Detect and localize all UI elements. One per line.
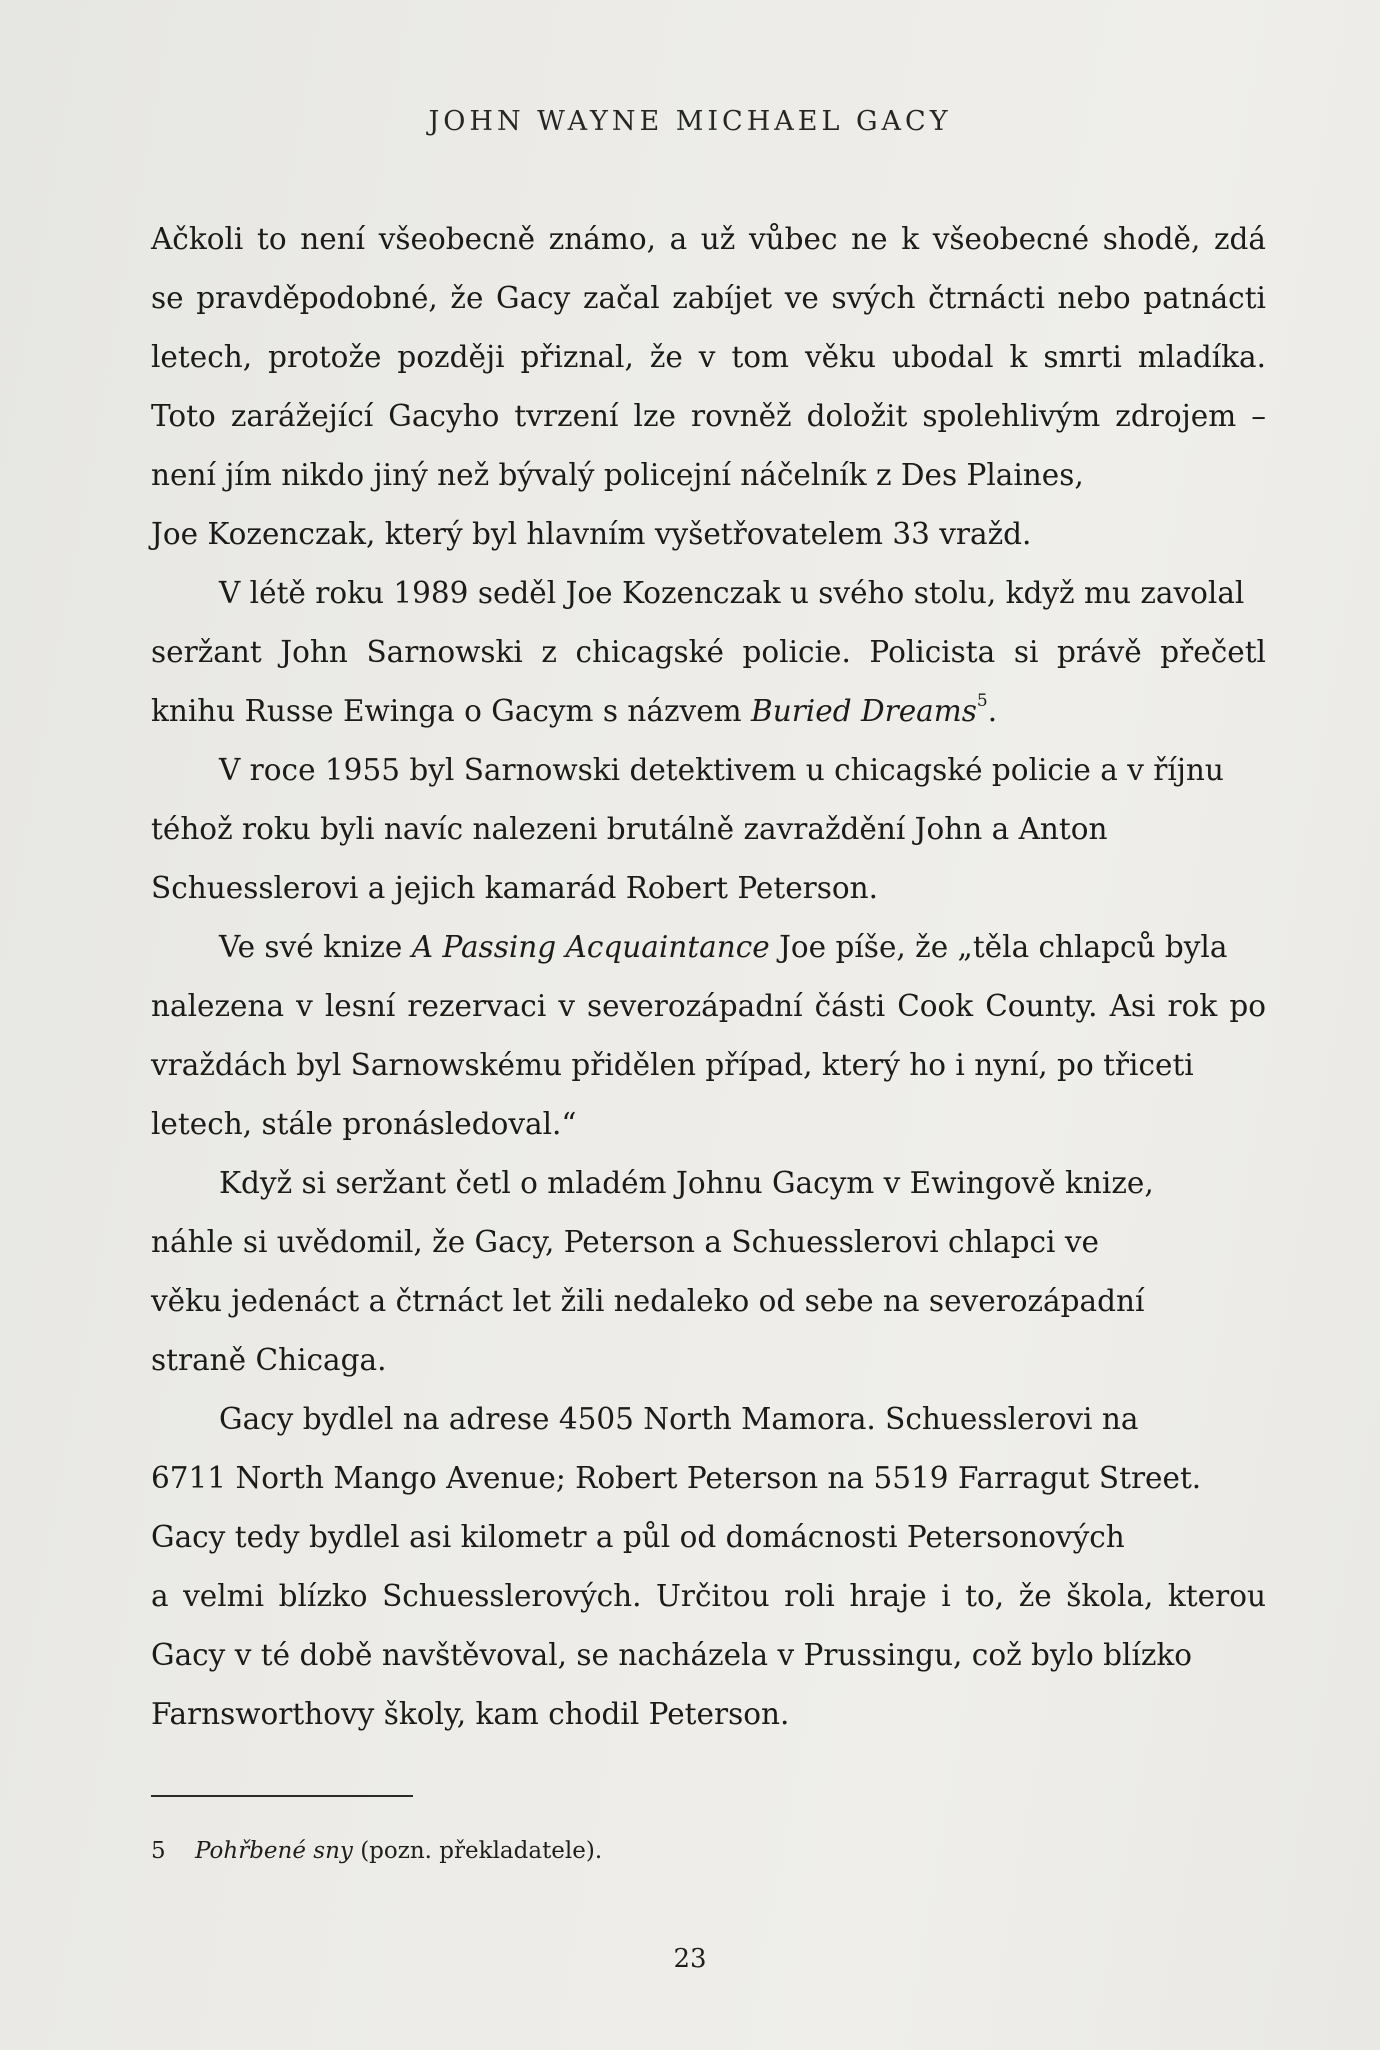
text-line: vraždách byl Sarnowskému přidělen případ, který ho i nyní, po třiceti bbox=[151, 1048, 1194, 1082]
text-line: náhle si uvědomil, že Gacy, Peterson a Schuesslerovi chlapci ve bbox=[151, 1225, 1099, 1259]
text-line: Joe Kozenczak, který byl hlavním vyšetřovatelem 33 vražd. bbox=[151, 517, 1032, 551]
footnote-title: Pohřbené sny bbox=[195, 1838, 353, 1864]
text-line: letech, stále pronásledoval.“ bbox=[151, 1107, 577, 1141]
footnote-text: (pozn. překladatele). bbox=[352, 1838, 603, 1864]
text-line: V roce 1955 byl Sarnowski detektivem u chicagské policie a v říjnu bbox=[219, 753, 1224, 787]
text-line: V létě roku 1989 seděl Joe Kozenczak u svého stolu, když mu zavolal bbox=[219, 576, 1245, 610]
text-line: téhož roku byli navíc nalezeni brutálně zavraždění John a Anton bbox=[151, 812, 1108, 846]
text-line: Gacy v té době navštěvoval, se nacházela v Prussingu, což bylo blízko bbox=[151, 1638, 1193, 1672]
text-line: Gacy bydlel na adrese 4505 North Mamora. Schuesslerovi na bbox=[219, 1402, 1139, 1436]
text-line: letech, protože později přiznal, že v tom věku ubodal k smrti mladíka. bbox=[151, 340, 1266, 374]
text-line: straně Chicaga. bbox=[151, 1343, 387, 1377]
footnote bbox=[151, 1838, 602, 1864]
text-span: knihu Russe Ewinga o Gacym s názvem bbox=[151, 694, 752, 728]
page-number: 23 bbox=[673, 1944, 707, 1974]
text-line: se pravděpodobné, že Gacy začal zabíjet ve svých čtrnácti nebo patnácti bbox=[151, 281, 1266, 315]
running-head: JOHN WAYNE MICHAEL GACY bbox=[428, 106, 952, 137]
text-line: není jím nikdo jiný než bývalý policejní náčelník z Des Plaines, bbox=[151, 458, 1084, 492]
text-line: seržant John Sarnowski z chicagské policie. Policista si právě přečetl bbox=[151, 635, 1266, 669]
text-line: Gacy tedy bydlel asi kilometr a půl od domácnosti Petersonových bbox=[151, 1520, 1125, 1554]
text-line: Toto zarážející Gacyho tvrzení lze rovněž doložit spolehlivým zdrojem – bbox=[151, 399, 1266, 433]
text-line: Když si seržant četl o mladém Johnu Gacym v Ewingově knize, bbox=[219, 1166, 1154, 1200]
footnote-number: 5 bbox=[151, 1838, 166, 1864]
body-text bbox=[151, 210, 1266, 1744]
book-title: A Passing Acquaintance bbox=[411, 930, 770, 964]
footnote-rule bbox=[151, 1795, 413, 1797]
text-span: . bbox=[987, 694, 998, 728]
text-line: Schuesslerovi a jejich kamarád Robert Peterson. bbox=[151, 871, 879, 905]
text-line: nalezena v lesní rezervaci v severozápadní části Cook County. Asi rok po bbox=[151, 989, 1266, 1023]
text-span: Joe píše, že „těla chlapců byla bbox=[769, 930, 1228, 964]
book-title: Buried Dreams bbox=[751, 694, 977, 728]
text-line: a velmi blízko Schuesslerových. Určitou roli hraje i to, že škola, kterou bbox=[151, 1579, 1266, 1613]
text-line: Farnsworthovy školy, kam chodil Peterson. bbox=[151, 1697, 790, 1731]
text-span: Ve své knize bbox=[219, 930, 412, 964]
text-line: 6711 North Mango Avenue; Robert Peterson na 5519 Farragut Street. bbox=[151, 1461, 1202, 1495]
text-line bbox=[151, 682, 1266, 741]
footnote-ref[interactable]: 5 bbox=[976, 691, 988, 712]
text-line bbox=[151, 918, 1266, 977]
text-line: věku jedenáct a čtrnáct let žili nedaleko od sebe na severozápadní bbox=[151, 1284, 1145, 1318]
text-line: Ačkoli to není všeobecně známo, a už vůbec ne k všeobecné shodě, zdá bbox=[151, 222, 1266, 256]
